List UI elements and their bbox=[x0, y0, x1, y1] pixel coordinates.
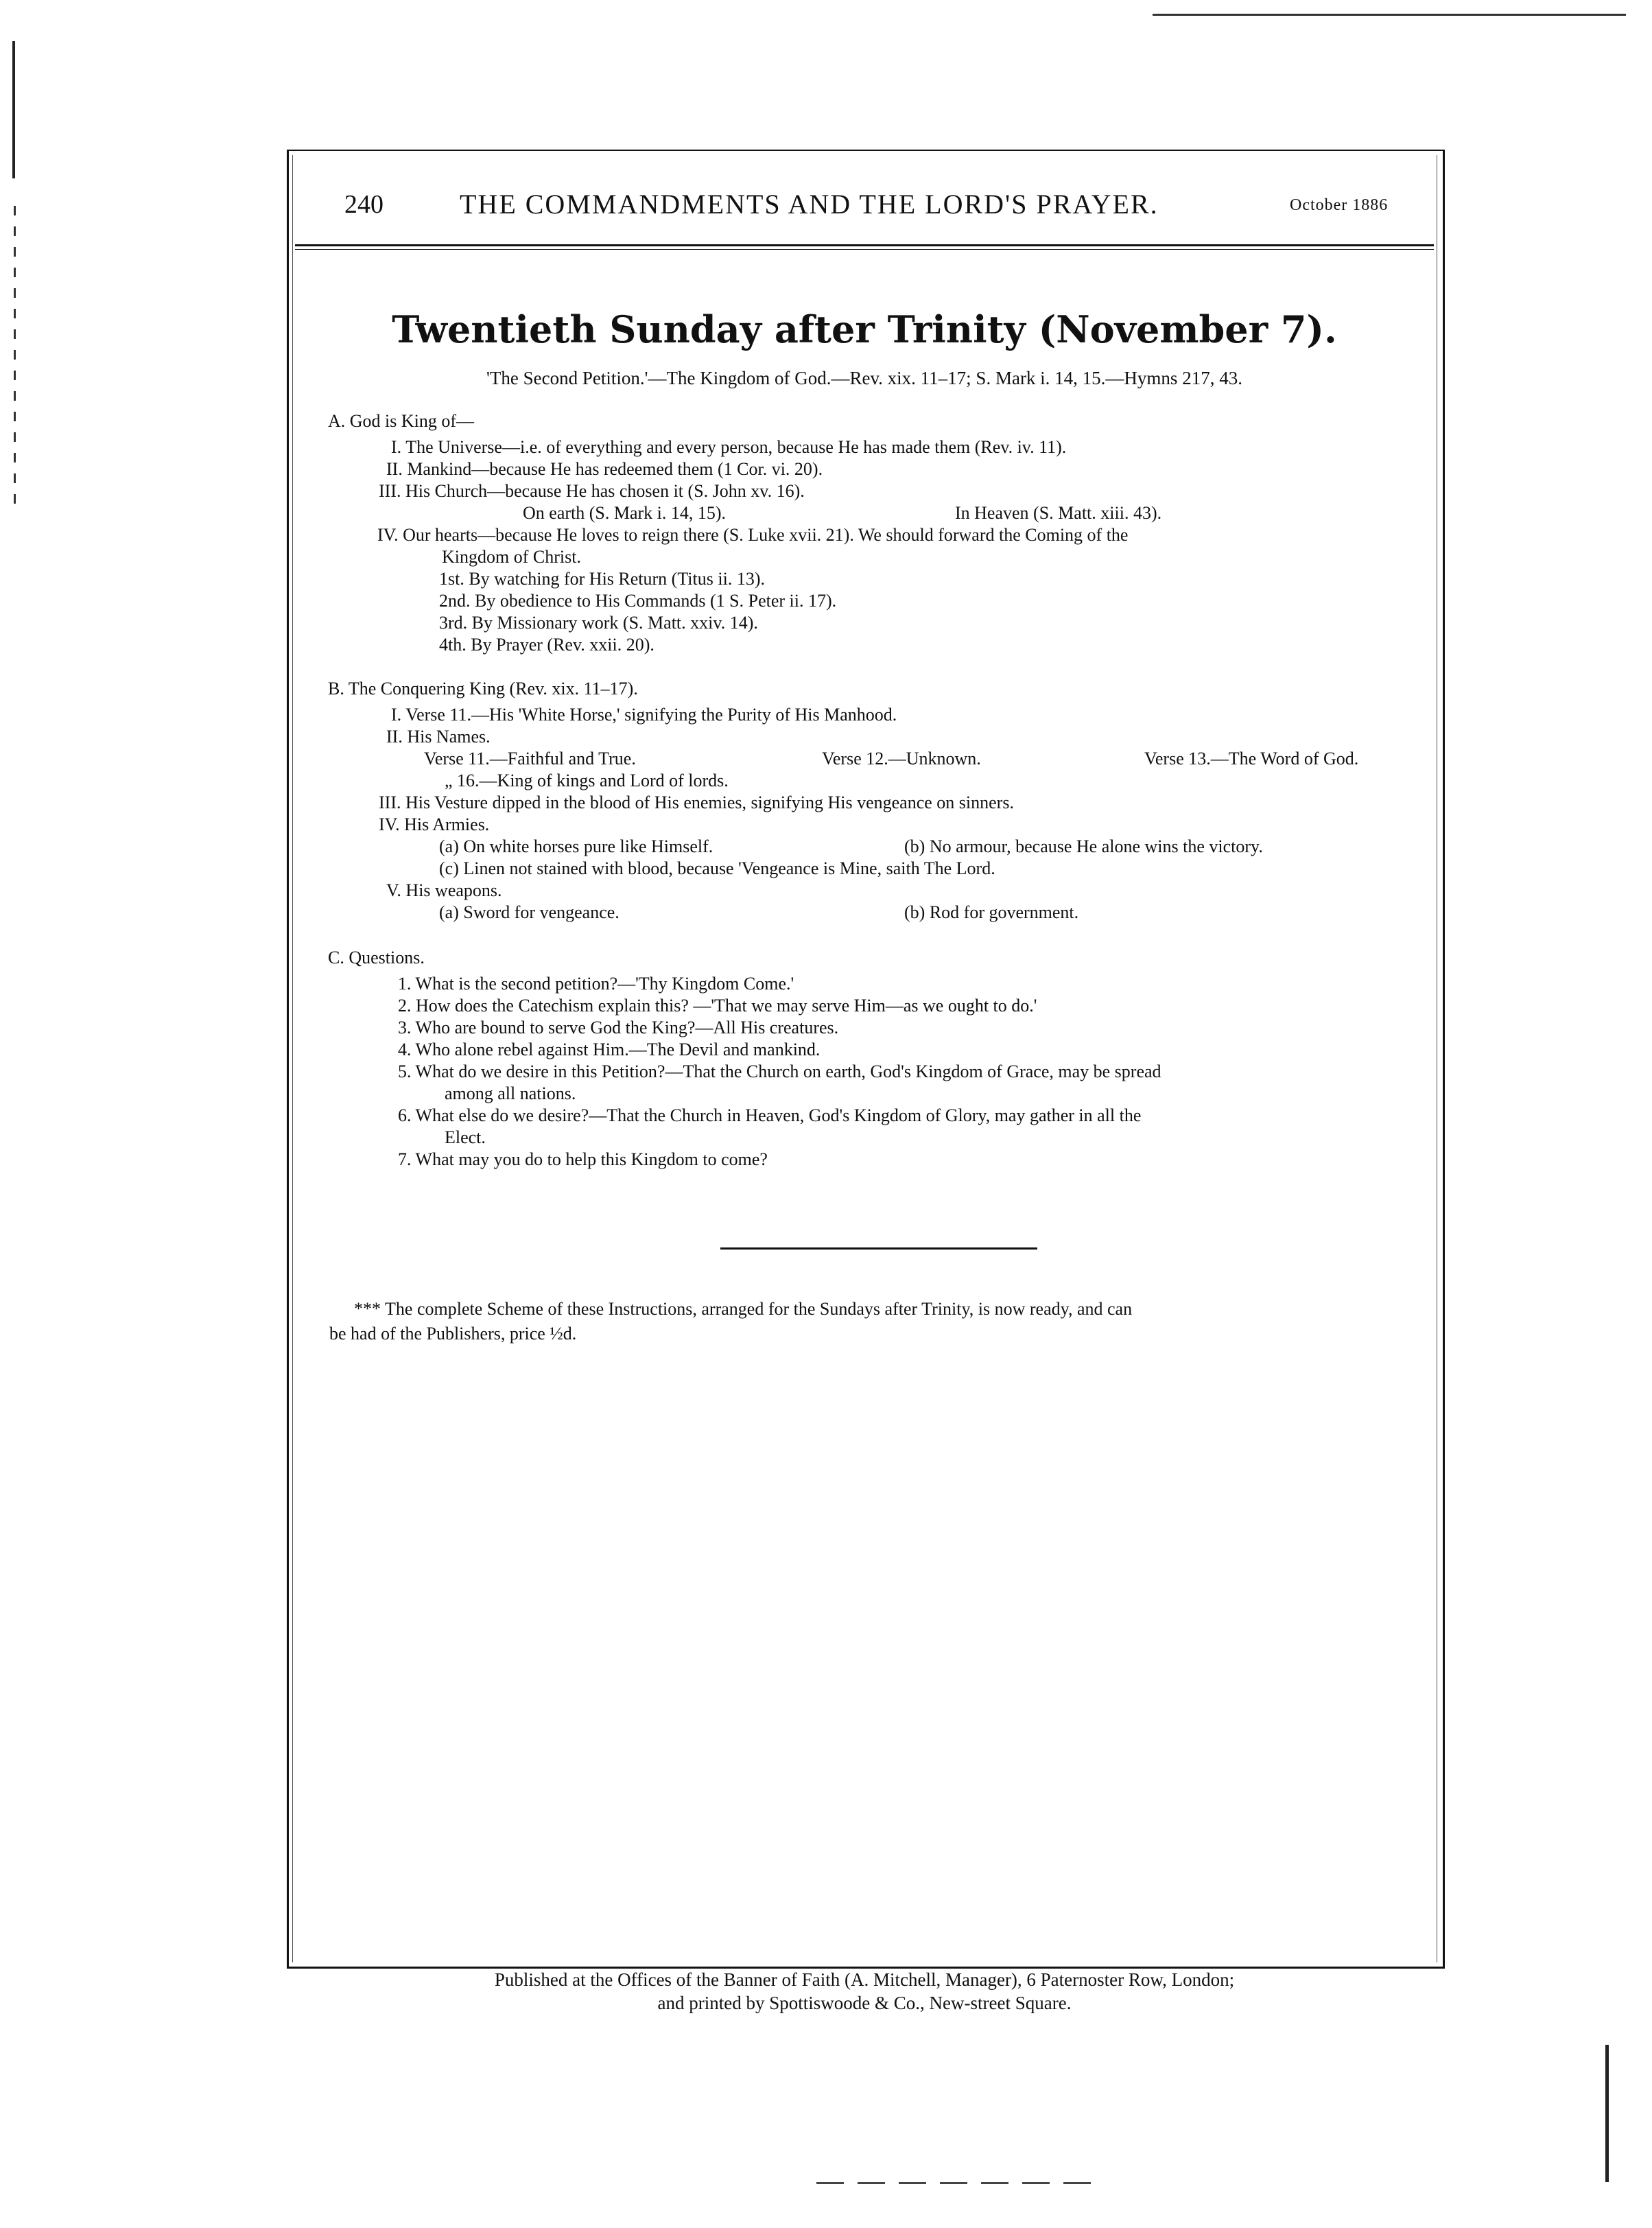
section-b-name: Verse 13.—The Word of God. bbox=[1144, 749, 1359, 769]
footnote bbox=[329, 1297, 1427, 1346]
scan-edge-mark bbox=[816, 2182, 1105, 2184]
scan-edge-mark bbox=[12, 41, 15, 178]
question: 3. Who are bound to serve God the King?—All His creatures. bbox=[398, 1018, 839, 1037]
section-b-sub: (a) Sword for vengeance. bbox=[439, 902, 620, 922]
lesson-title: Twentieth Sunday after Trinity (November 7). bbox=[392, 307, 1337, 351]
section-a-item-cont: Kingdom of Christ. bbox=[442, 547, 581, 567]
question-cont: Elect. bbox=[445, 1127, 486, 1147]
section-b-name: Verse 12.—Unknown. bbox=[822, 749, 981, 769]
section-b-sub: (c) Linen not stained with blood, because 'Vengeance is Mine, saith The Lord. bbox=[439, 858, 995, 878]
section-b-sub: (b) Rod for government. bbox=[904, 902, 1079, 922]
section-b-sub: (a) On white horses pure like Himself. bbox=[439, 836, 713, 856]
section-b-heading: B. The Conquering King (Rev. xix. 11–17). bbox=[328, 679, 638, 699]
imprint bbox=[295, 1968, 1434, 2015]
section-a-church-heaven: In Heaven (S. Matt. xiii. 43). bbox=[955, 503, 1162, 523]
question: 5. What do we desire in this Petition?—That the Church on earth, God's Kingdom of Grace, may be spread bbox=[398, 1062, 1161, 1081]
footnote-line: *** The complete Scheme of these Instructions, arranged for the Sundays after Trinity, is now ready, and can bbox=[354, 1299, 1133, 1319]
question: 7. What may you do to help this Kingdom to come? bbox=[398, 1149, 768, 1169]
section-a-way: 4th. By Prayer (Rev. xxii. 20). bbox=[439, 635, 654, 655]
running-head bbox=[295, 184, 1427, 232]
section-b-item: V. His weapons. bbox=[386, 880, 502, 900]
question: 2. How does the Catechism explain this? —'That we may serve Him—as we ought to do.' bbox=[398, 996, 1037, 1016]
section-b-item: IV. His Armies. bbox=[379, 814, 490, 834]
question: 6. What else do we desire?—That the Church in Heaven, God's Kingdom of Glory, may gather in all the bbox=[398, 1105, 1142, 1125]
scan-edge-mark bbox=[1605, 2045, 1609, 2182]
section-b-name: Verse 11.—Faithful and True. bbox=[424, 749, 636, 769]
section-a-item: I. The Universe—i.e. of everything and every person, because He has made them (Rev. iv. 11). bbox=[391, 437, 1067, 457]
section-a-way: 2nd. By obedience to His Commands (1 S. Peter ii. 17). bbox=[439, 591, 837, 611]
question: 4. Who alone rebel against Him.—The Devil and mankind. bbox=[398, 1040, 821, 1059]
section-a-way: 3rd. By Missionary work (S. Matt. xxiv. 14). bbox=[439, 613, 758, 633]
journal-title: THE COMMANDMENTS AND THE LORD'S PRAYER. bbox=[460, 189, 1159, 220]
section-rule bbox=[720, 1247, 1037, 1250]
imprint-line: Published at the Offices of the Banner of Faith (A. Mitchell, Manager), 6 Paternoster Row, London; bbox=[494, 1969, 1235, 1990]
imprint-line: and printed by Spottiswoode & Co., New-street Square. bbox=[657, 1993, 1072, 2013]
lesson-subtitle: 'The Second Petition.'—The Kingdom of God.—Rev. xix. 11–17; S. Mark i. 14, 15.—Hymns 217, 43. bbox=[486, 368, 1242, 388]
scan-edge-mark bbox=[1153, 14, 1626, 16]
section-b-sub: (b) No armour, because He alone wins the victory. bbox=[904, 836, 1263, 856]
question: 1. What is the second petition?—'Thy Kingdom Come.' bbox=[398, 974, 794, 994]
head-rule bbox=[295, 244, 1434, 250]
section-a-heading: A. God is King of— bbox=[328, 411, 475, 431]
section-b-name: „ 16.—King of kings and Lord of lords. bbox=[445, 771, 729, 790]
issue-date: October 1886 bbox=[1290, 196, 1389, 214]
section-c-heading: C. Questions. bbox=[328, 948, 425, 968]
question-cont: among all nations. bbox=[445, 1083, 576, 1103]
footnote-line: be had of the Publishers, price ½d. bbox=[329, 1324, 577, 1344]
section-a-church-earth: On earth (S. Mark i. 14, 15). bbox=[523, 503, 727, 523]
section-a-item: IV. Our hearts—because He loves to reign there (S. Luke xvii. 21). We should forward the Coming of the bbox=[377, 525, 1129, 545]
section-b-item: III. His Vesture dipped in the blood of His enemies, signifying His vengeance on sinners. bbox=[379, 793, 1014, 812]
section-b-item: I. Verse 11.—His 'White Horse,' signifying the Purity of His Manhood. bbox=[391, 705, 897, 725]
section-a-way: 1st. By watching for His Return (Titus ii. 13). bbox=[439, 569, 765, 589]
section-b-item: II. His Names. bbox=[386, 727, 491, 747]
section-a-item: III. His Church—because He has chosen it (S. John xv. 16). bbox=[379, 481, 805, 501]
page-number: 240 bbox=[344, 190, 384, 219]
section-a-item: II. Mankind—because He has redeemed them (1 Cor. vi. 20). bbox=[386, 459, 823, 479]
scan-edge-mark bbox=[14, 206, 16, 515]
